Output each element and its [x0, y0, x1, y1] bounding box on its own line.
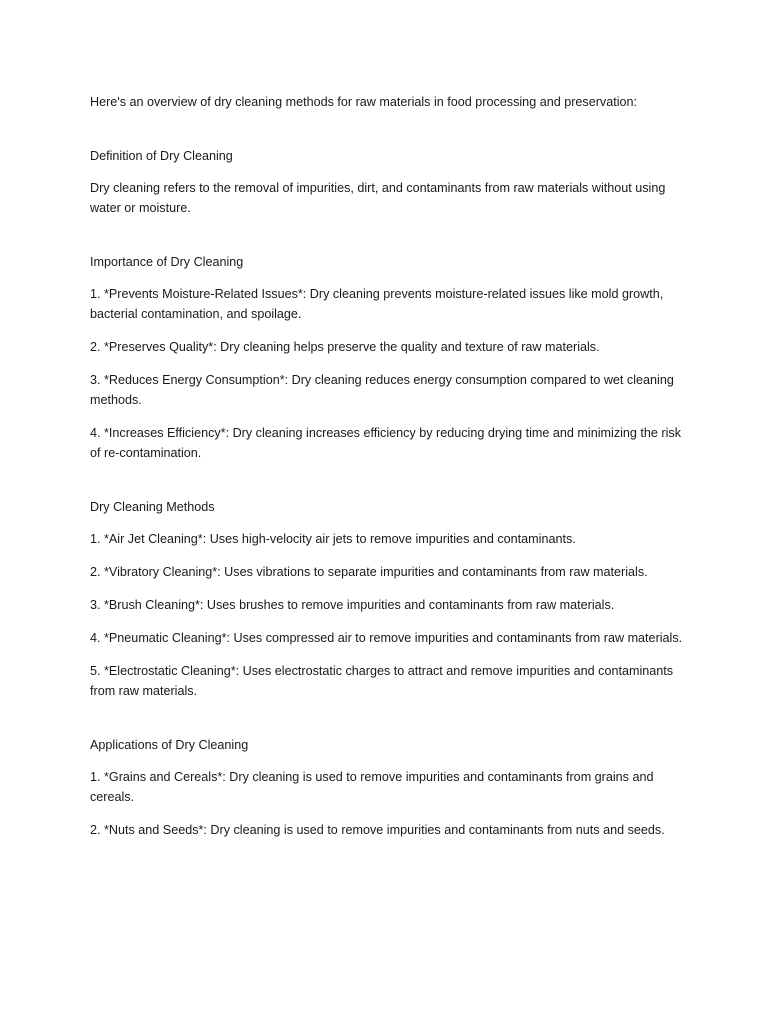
- list-item: 4. *Increases Efficiency*: Dry cleaning increases efficiency by reducing drying time and minimizing the risk of re-contamination.: [90, 426, 682, 460]
- list-item: 1. *Air Jet Cleaning*: Uses high-velocity air jets to remove impurities and contaminants.: [90, 532, 576, 546]
- list-item: 4. *Pneumatic Cleaning*: Uses compressed air to remove impurities and contaminants from raw materials.: [90, 631, 683, 645]
- section-methods: [90, 497, 690, 701]
- section-heading: Dry Cleaning Methods: [90, 500, 215, 514]
- list-item: 1. *Grains and Cereals*: Dry cleaning is used to remove impurities and contaminants from grains and cereals.: [90, 770, 654, 804]
- list-item: 2. *Vibratory Cleaning*: Uses vibrations to separate impurities and contaminants from raw materials.: [90, 565, 648, 579]
- list-item: 2. *Preserves Quality*: Dry cleaning helps preserve the quality and texture of raw materials.: [90, 340, 600, 354]
- list-item: 3. *Brush Cleaning*: Uses brushes to remove impurities and contaminants from raw materials.: [90, 598, 615, 612]
- list-item: 5. *Electrostatic Cleaning*: Uses electrostatic charges to attract and remove impurities and contaminants from raw materials.: [90, 664, 674, 698]
- section-heading: Applications of Dry Cleaning: [90, 738, 249, 752]
- section-heading: Importance of Dry Cleaning: [90, 255, 244, 269]
- list-item: 1. *Prevents Moisture-Related Issues*: Dry cleaning prevents moisture-related issues like mold growth, bacterial contamination, and spoilage.: [90, 287, 664, 321]
- section-applications: [90, 735, 690, 840]
- intro-text: Here's an overview of dry cleaning methods for raw materials in food processing and preservation:: [90, 95, 638, 109]
- list-item: 3. *Reduces Energy Consumption*: Dry cleaning reduces energy consumption compared to wet cleaning methods.: [90, 373, 674, 407]
- paragraph: Dry cleaning refers to the removal of impurities, dirt, and contaminants from raw materials without using water or moisture.: [90, 181, 666, 215]
- section-definition: [90, 146, 690, 218]
- list-item: 2. *Nuts and Seeds*: Dry cleaning is used to remove impurities and contaminants from nuts and seeds.: [90, 823, 665, 837]
- section-heading: Definition of Dry Cleaning: [90, 149, 233, 163]
- section-importance: [90, 252, 690, 463]
- document-body: [90, 92, 690, 840]
